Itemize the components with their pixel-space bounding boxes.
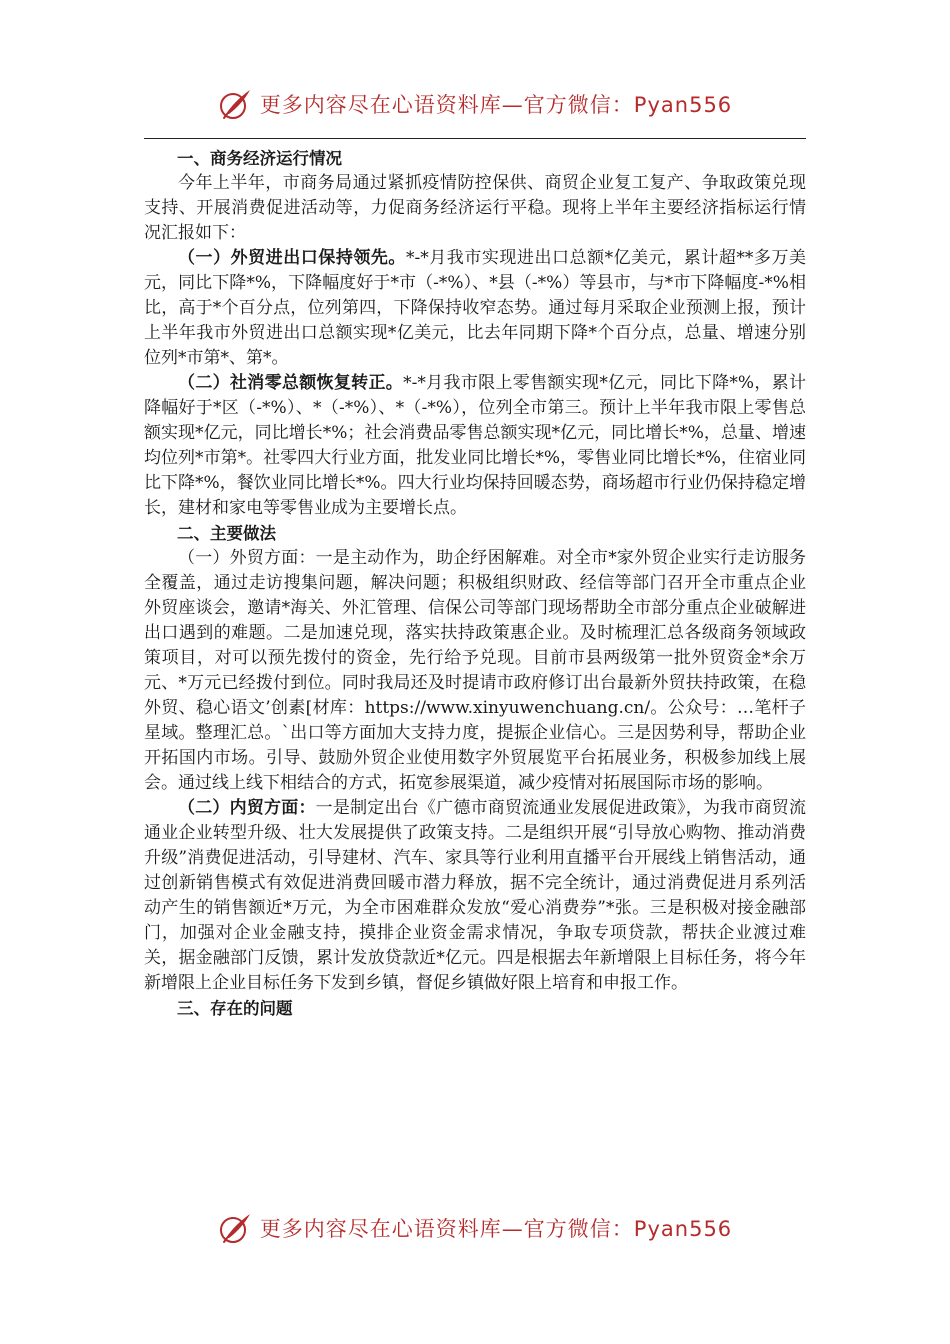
- section-heading-1: 一、商务经济运行情况: [177, 149, 342, 168]
- section-heading-2: 二、主要做法: [177, 524, 276, 543]
- retail-body: *-*月我市限上零售额实现*亿元，同比下降*%，累计降幅好于*区（-*%）、*（-*%）、*（-*%），位列全市第三。预计上半年我市限上零售总额实现*亿元，同比增长*%；社会消费品零售总额实现*亿元，同比增长*%，总量、增速均位列*市第*。社零四大行业方面，批发业同比增长*%，零售业同比增长*%，住宿业同比下降*%，餐饮业同比增长*%。四大行业均保持回暖态势，商场超市行业仍保持稳定增长，建材和家电等零售业成为主要增长点。: [144, 373, 806, 518]
- domestic-trade-paragraph: [144, 796, 806, 996]
- domestic-lead: （二）内贸方面：: [178, 798, 316, 818]
- retail-paragraph: [144, 371, 806, 521]
- intro-paragraph: 今年上半年，市商务局通过紧抓疫情防控保供、商贸企业复工复产、争取政策兑现支持、开展消费促进活动等，力促商务经济运行平稳。现将上半年主要经济指标运行情况汇报如下：: [144, 173, 806, 243]
- document-body: [144, 146, 806, 1021]
- banner-text: 更多内容尽在心语资料库—官方微信：Pyan556: [259, 93, 733, 117]
- trade-paragraph: [144, 246, 806, 371]
- quill-logo-icon: [218, 87, 252, 121]
- domestic-body: 一是制定出台《广德市商贸流通业发展促进政策》，为我市商贸流通业企业转型升级、壮大发展提供了政策支持。二是组织开展“引导放心购物、推动消费升级”消费促进活动，引导建材、汽车、家具等行业利用直播平台开展线上销售活动，通过创新销售模式有效促进消费回暖市潜力释放，据不完全统计，通过消费促进月系列活动产生的销售额近*万元，为全市困难群众发放“爱心消费券”*张。三是积极对接金融部门，加强对企业金融支持，摸排企业资金需求情况，争取专项贷款，帮扶企业渡过难关，据金融部门反馈，累计发放贷款近*亿元。四是根据去年新增限上目标任务，将今年新增限上企业目标任务下发到乡镇，督促乡镇做好限上培育和申报工作。: [144, 798, 807, 993]
- header-banner: [0, 84, 950, 124]
- banner-text: 更多内容尽在心语资料库—官方微信：Pyan556: [259, 1217, 733, 1241]
- quill-logo-icon: [218, 1211, 252, 1245]
- section-heading-3: 三、存在的问题: [177, 999, 293, 1018]
- footer-banner: [0, 1208, 950, 1248]
- foreign-trade-paragraph: （一）外贸方面：一是主动作为，助企纾困解难。对全市*家外贸企业实行走访服务全覆盖，通过走访搜集问题，解决问题；积极组织财政、经信等部门召开全市重点企业外贸座谈会，邀请*海关、外汇管理、信保公司等部门现场帮助全市部分重点企业破解进出口遇到的难题。二是加速兑现，落实扶持政策惠企业。及时梳理汇总各级商务领域政策项目，对可以预先拨付的资金，先行给予兑现。目前市县两级第一批外贸资金*余万元、*万元已经拨付到位。同时我局还及时提请市政府修订出台最新外贸扶持政策，在稳外贸、稳心语文’创素[材库：https://www.xinyuwenchuang.cn/。公众号：…笔杆子星域。整理汇总。`出口等方面加大支持力度，提振企业信心。三是因势利导，帮助企业开拓国内市场。引导、鼓励外贸企业使用数字外贸展览平台拓展业务，积极参加线上展会。通过线上线下相结合的方式，拓宽参展渠道，减少疫情对拓展国际市场的影响。: [144, 548, 806, 793]
- header-divider: [144, 138, 806, 139]
- trade-body: *-*月我市实现进出口总额*亿美元，累计超**多万美元，同比下降*%，下降幅度好于*市（-*%）、*县（-*%）等县市，与*市下降幅度-*%相比，高于*个百分点，位列第四，下降保持收窄态势。通过每月采取企业预测上报，预计上半年我市外贸进出口总额实现*亿美元，比去年同期下降*个百分点，总量、增速分别位列*市第*、第*。: [144, 248, 806, 368]
- trade-lead: （一）外贸进出口保持领先。: [178, 248, 406, 268]
- retail-lead: （二）社消零总额恢复转正。: [178, 373, 404, 393]
